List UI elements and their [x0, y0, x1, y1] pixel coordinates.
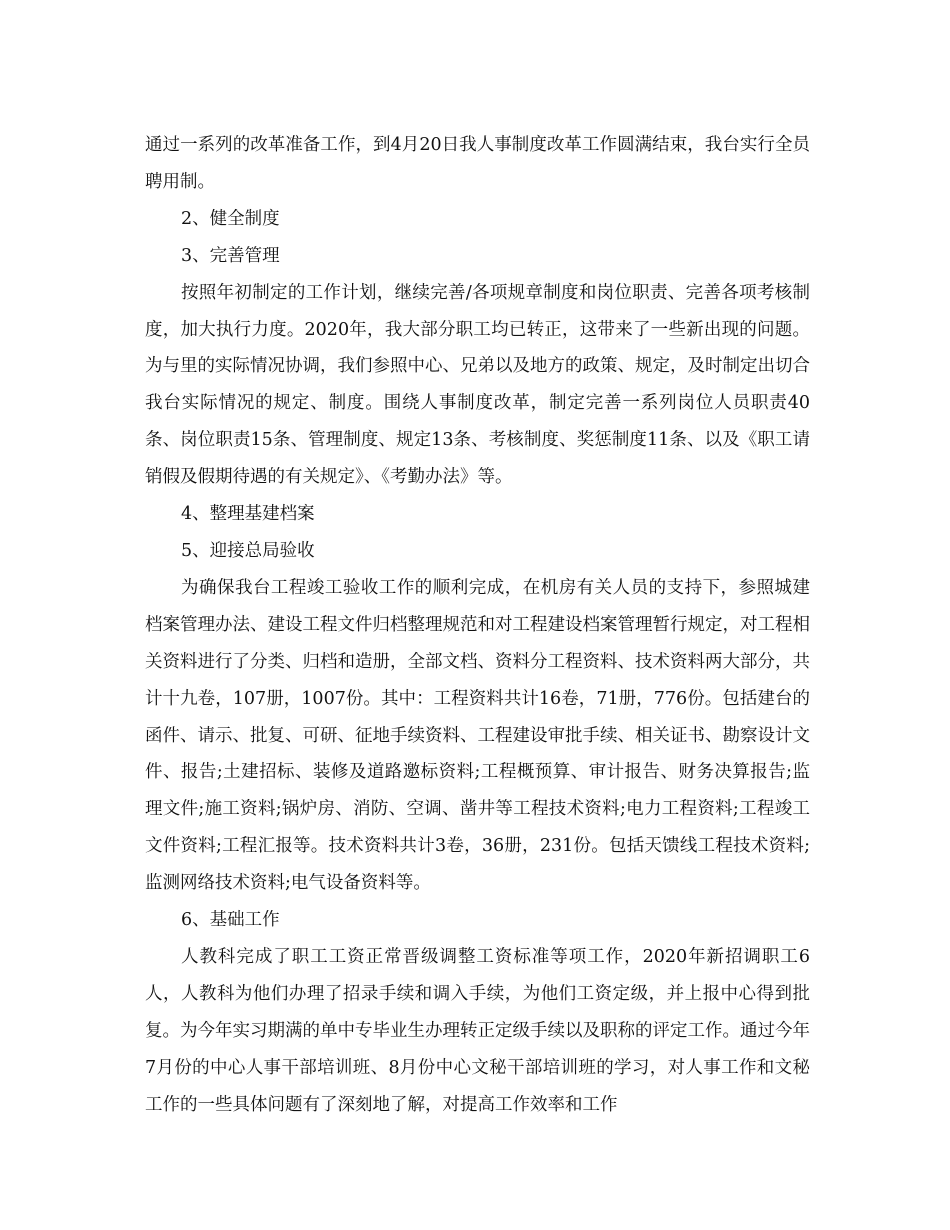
paragraph-basic-work: 人教科完成了职工工资正常晋级调整工资标准等项工作，2020年新招调职工6人，人教科为他们办理了招录手续和调入手续，为他们工资定级，并上报中心得到批复。为今年实习期满的单中专毕业生办理转正定级手续以及职称的评定工作。通过今年7月份的中心人事干部培训班、8月份中心文秘干部培训班的学习，对人事工作和文秘工作的一些具体问题有了深刻地了解，对提高工作效率和工作 [145, 946, 810, 1115]
paragraph-1: 通过一系列的改革准备工作，到4月20日我人事制度改革工作圆满结束，我台实行全员聘用制。 [145, 135, 810, 192]
document-body [145, 127, 810, 1123]
paragraph-acceptance: 为确保我台工程竣工验收工作的顺利完成，在机房有关人员的支持下，参照城建档案管理办法、建设工程文件归档整理规范和对工程建设档案管理暂行规定，对工程相关资料进行了分类、归档和造册，全部文档、资料分工程资料、技术资料两大部分，共计十九卷，107册，1007份。其中：工程资料共计16卷，71册，776份。包括建台的函件、请示、批复、可研、征地手续资料、工程建设审批手续、相关证书、勘察设计文件、报告;土建招标、装修及道路邀标资料;工程概预算、审计报告、财务决算报告;监理文件;施工资料;锅炉房、消防、空调、凿井等工程技术资料;电力工程资料;工程竣工文件资料;工程汇报等。技术资料共计3卷，36册，231份。包括天馈线工程技术资料;监测网络技术资料;电气设备资料等。 [145, 577, 810, 894]
heading-6-basic-work: 6、基础工作 [181, 910, 280, 931]
heading-2-improve-system: 2、健全制度 [181, 208, 280, 229]
paragraph-management: 按照年初制定的工作计划，继续完善/各项规章制度和岗位职责、完善各项考核制度，加大执行力度。2020年，我大部分职工均已转正，这带来了一些新出现的问题。为与里的实际情况协调，我们参照中心、兄弟以及地方的政策、规定，及时制定出切合我台实际情况的规定、制度。围绕人事制度改革，制定完善一系列岗位人员职责40条、岗位职责15条、管理制度、规定13条、考核制度、奖惩制度11条、以及《职工请销假及假期待遇的有关规定》、《考勤办法》等。 [145, 282, 810, 488]
heading-3-improve-management: 3、完善管理 [181, 245, 280, 266]
heading-4-archive: 4、整理基建档案 [181, 504, 315, 525]
heading-5-acceptance: 5、迎接总局验收 [181, 540, 315, 561]
